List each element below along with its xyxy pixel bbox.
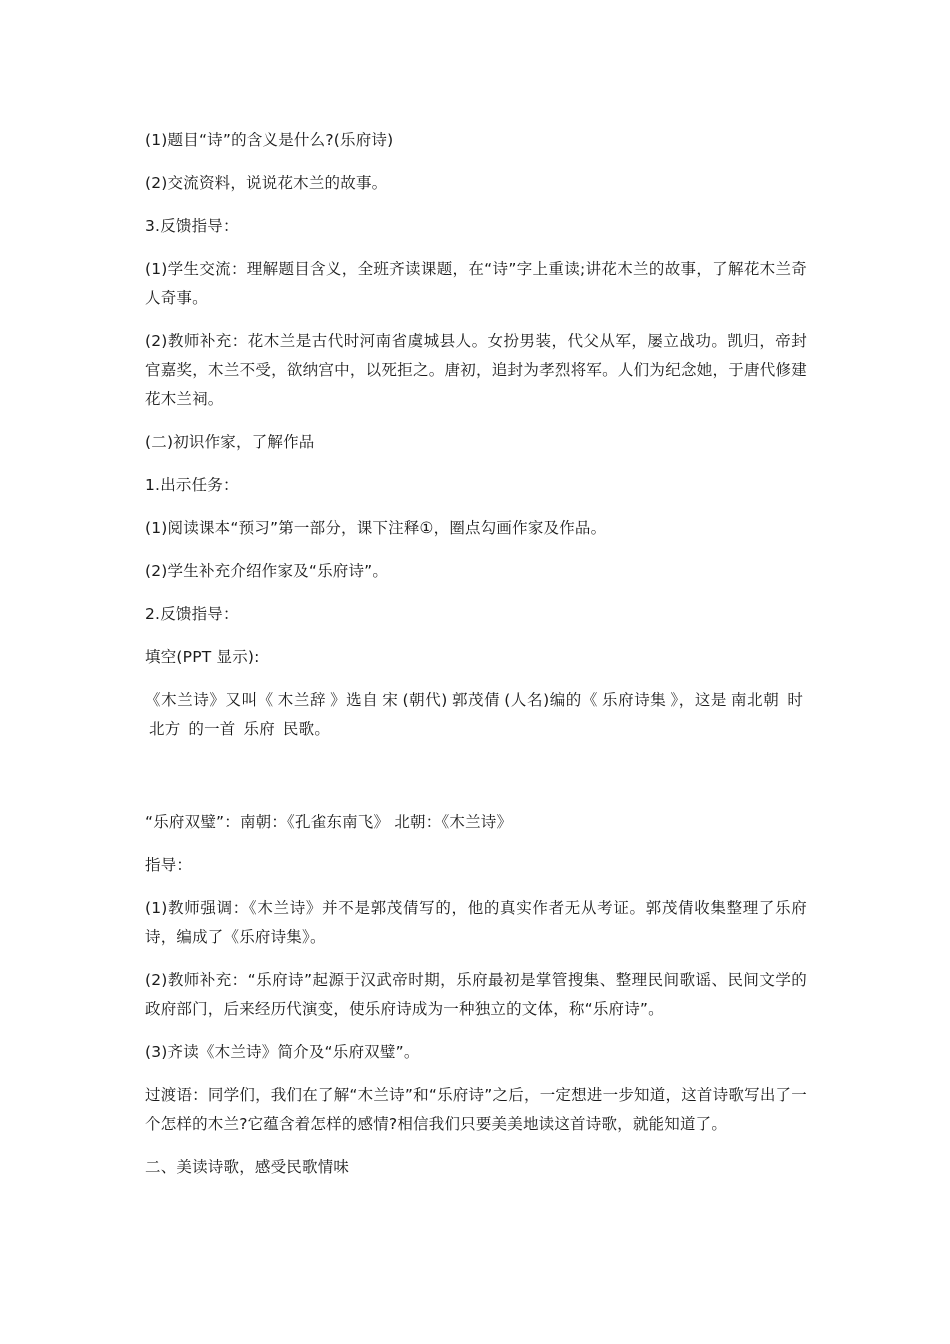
fill-text: 》，这是	[670, 691, 728, 709]
paragraph-twin-jewels: “乐府双璧”：南朝：《孔雀东南飞》 北朝：《木兰诗》	[145, 813, 513, 831]
section-heading-reading: 二、美读诗歌，感受民歌情味	[145, 1158, 350, 1176]
fill-text: (朝代)	[402, 691, 448, 709]
fill-answer: 北方	[149, 720, 181, 738]
paragraph-fill-blank-label: 填空(PPT 显示):	[145, 648, 260, 666]
paragraph-student-exchange: (1)学生交流：理解题目含义，全班齐读课题，在“诗”字上重读;讲花木兰的故事，了解花木兰奇人奇事。	[145, 260, 807, 307]
fill-answer: 郭茂倩	[451, 691, 501, 709]
document-body	[145, 126, 807, 1196]
paragraph-task-2: (2)学生补充介绍作家及“乐府诗”。	[145, 562, 389, 580]
paragraph-teacher-supplement-1: (2)教师补充：花木兰是古代时河南省虞城县人。女扮男装，代父从军，屡立战功。凯归，帝封官嘉奖，木兰不受，欲纳宫中，以死拒之。唐初，追封为孝烈将军。人们为纪念她，于唐代修建花木兰祠。	[145, 332, 807, 408]
fill-answer: 木兰辞	[277, 691, 327, 709]
paragraph-question-2: (2)交流资料，说说花木兰的故事。	[145, 174, 388, 192]
blank-spacer	[145, 758, 807, 808]
paragraph-teacher-supplement-2: (2)教师补充：“乐府诗”起源于汉武帝时期，乐府最初是掌管搜集、整理民间歌谣、民间文学的政府部门，后来经历代演变，使乐府诗成为一种独立的文体，称“乐府诗”。	[145, 971, 807, 1018]
fill-text: 》选自	[330, 691, 379, 709]
paragraph-task-heading: 1.出示任务：	[145, 476, 239, 494]
fill-text: (人名)编的《	[504, 691, 598, 709]
paragraph-task-1: (1)阅读课本“预习”第一部分，课下注释①，圈点勾画作家及作品。	[145, 519, 607, 537]
fill-in-blank-sentence	[145, 686, 807, 744]
paragraph-feedback-heading-2: 2.反馈指导：	[145, 605, 239, 623]
fill-text: 民歌。	[282, 720, 331, 738]
paragraph-teacher-emphasis: (1)教师强调：《木兰诗》并不是郭茂倩写的，他的真实作者无从考证。郭茂倩收集整理了乐府诗，编成了《乐府诗集》。	[145, 899, 807, 946]
paragraph-question-1: (1)题目“诗”的含义是什么?(乐府诗)	[145, 131, 394, 149]
fill-answer: 宋	[382, 691, 399, 709]
paragraph-feedback-heading: 3.反馈指导：	[145, 217, 239, 235]
fill-answer: 乐府	[243, 720, 275, 738]
paragraph-read-together: (3)齐读《木兰诗》简介及“乐府双璧”。	[145, 1043, 420, 1061]
section-heading-author: (二)初识作家，了解作品	[145, 433, 315, 451]
fill-text: 的一首	[188, 720, 236, 738]
fill-text: 时	[787, 691, 804, 709]
fill-text: 《木兰诗》又叫《	[145, 691, 274, 709]
paragraph-transition: 过渡语：同学们，我们在了解“木兰诗”和“乐府诗”之后，一定想进一步知道，这首诗歌写出了一个怎样的木兰?它蕴含着怎样的感情?相信我们只要美美地读这首诗歌，就能知道了。	[145, 1086, 807, 1133]
fill-answer: 乐府诗集	[602, 691, 667, 709]
paragraph-guidance-heading: 指导：	[145, 856, 193, 874]
fill-answer: 南北朝	[731, 691, 780, 709]
